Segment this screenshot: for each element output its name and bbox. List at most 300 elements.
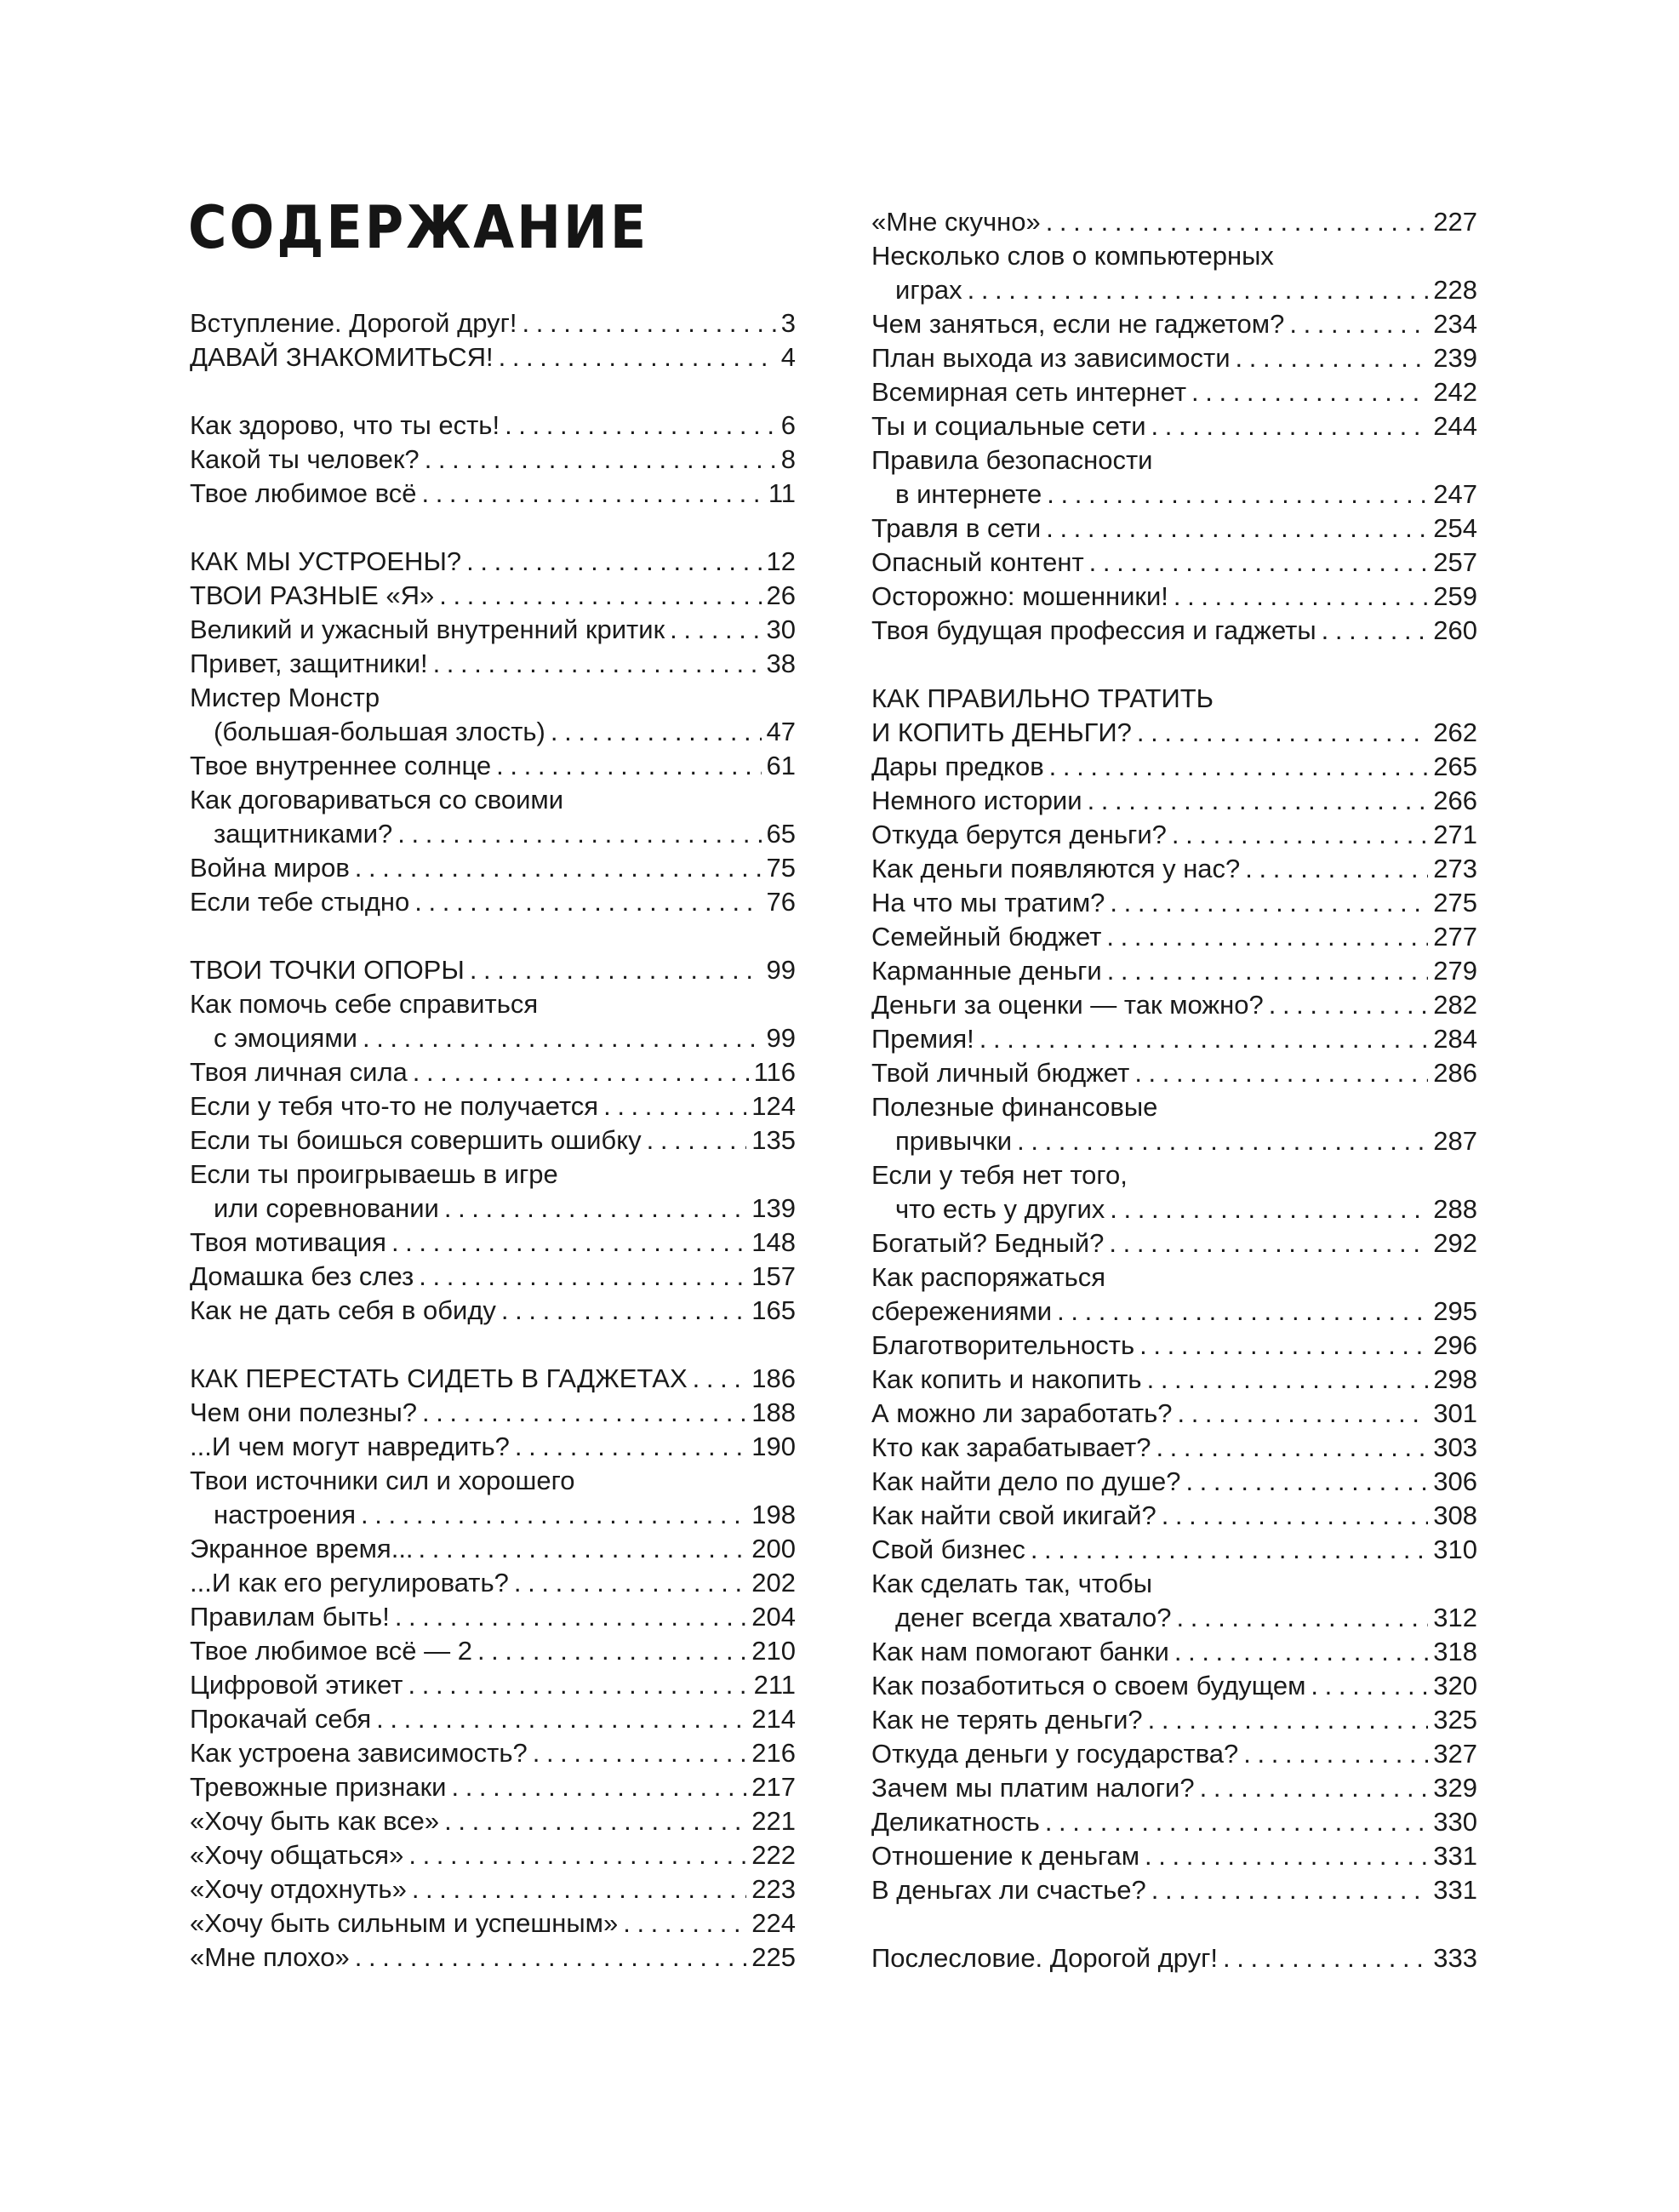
toc-entry-title: Как найти дело по душе? <box>871 1466 1181 1496</box>
toc-entry[interactable] <box>190 1872 796 1906</box>
dot-leader <box>1177 1397 1428 1431</box>
toc-entry-title: Мистер Монстр <box>190 683 380 712</box>
toc-entry[interactable] <box>190 1804 796 1838</box>
toc-entry-title: Семейный бюджет <box>871 922 1102 952</box>
dot-leader <box>1137 716 1428 750</box>
toc-entry-page: 3 <box>780 308 796 338</box>
toc-entry-title: Как не дать себя в обиду <box>190 1295 496 1325</box>
toc-entry-page: 217 <box>751 1772 796 1802</box>
toc-entry-page: 47 <box>766 717 796 746</box>
toc-entry-page: 266 <box>1433 786 1477 815</box>
toc-entry-page: 318 <box>1433 1637 1477 1666</box>
toc-entry-page: 242 <box>1433 377 1477 407</box>
dot-leader <box>361 1498 746 1532</box>
toc-entry-title: ...И чем могут навредить? <box>190 1432 510 1461</box>
toc-entry[interactable] <box>190 715 796 749</box>
toc-entry[interactable] <box>871 341 1477 375</box>
toc-entry-page: 38 <box>766 649 796 678</box>
toc-entry <box>190 783 796 817</box>
toc-entry-title: Ты и социальные сети <box>871 411 1146 441</box>
dot-leader <box>968 273 1429 307</box>
toc-entry-title: Как найти свой икигай? <box>871 1500 1156 1530</box>
toc-entry-page: 210 <box>751 1636 796 1666</box>
dot-leader <box>1177 1601 1429 1635</box>
toc-entry-page: 99 <box>766 955 796 985</box>
toc-entry-title: или соревновании <box>214 1193 439 1223</box>
toc-entry[interactable] <box>871 1295 1477 1329</box>
toc-entry-title: Карманные деньги <box>871 956 1102 986</box>
toc-entry <box>190 987 796 1021</box>
dot-leader <box>501 1294 746 1328</box>
toc-entry-page: 298 <box>1433 1364 1477 1394</box>
toc-entry-page: 157 <box>751 1261 796 1291</box>
toc-entry[interactable] <box>190 1294 796 1328</box>
dot-leader <box>1148 1703 1429 1737</box>
toc-entry[interactable] <box>871 1022 1477 1056</box>
toc-entry[interactable] <box>190 579 796 613</box>
dot-leader <box>466 545 761 579</box>
toc-entry[interactable] <box>871 1839 1477 1873</box>
toc-entry-title: Твоя личная сила <box>190 1057 408 1087</box>
toc-entry-page: 306 <box>1433 1466 1477 1496</box>
toc-entry[interactable] <box>871 954 1477 988</box>
toc-entry-title: ТВОИ ТОЧКИ ОПОРЫ <box>190 955 465 985</box>
toc-entry[interactable] <box>871 1363 1477 1397</box>
toc-entry-page: 292 <box>1433 1228 1477 1258</box>
toc-entry-page: 4 <box>780 342 796 372</box>
toc-group <box>190 1362 796 1975</box>
toc-entry-page: 331 <box>1433 1875 1477 1905</box>
toc-entry[interactable] <box>190 1566 796 1600</box>
dot-leader <box>376 1702 746 1736</box>
toc-entry-title: играх <box>895 275 962 305</box>
dot-leader <box>1046 512 1428 546</box>
toc-entry-title: настроения <box>214 1500 357 1529</box>
toc-entry-title: Всемирная сеть интернет <box>871 377 1187 407</box>
toc-entry-title: Твое внутреннее солнце <box>190 751 492 780</box>
toc-entry-title: Тревожные признаки <box>190 1772 447 1802</box>
toc-entry[interactable] <box>871 273 1477 307</box>
toc-entry-title: денег всегда хватало? <box>895 1603 1172 1632</box>
dot-leader <box>408 1668 749 1702</box>
toc-entry-page: 99 <box>766 1023 796 1053</box>
toc-entry[interactable] <box>190 851 796 885</box>
toc-entry[interactable] <box>190 1089 796 1123</box>
toc-group <box>190 409 796 511</box>
toc-entry-page: 273 <box>1433 854 1477 883</box>
toc-entry-page: 329 <box>1433 1773 1477 1803</box>
toc-entry[interactable] <box>871 1124 1477 1158</box>
toc-entry[interactable] <box>871 512 1477 546</box>
dot-leader <box>419 1532 747 1566</box>
toc-entry-title: Несколько слов о компьютерных <box>871 241 1274 271</box>
toc-entry-page: 188 <box>751 1398 796 1427</box>
toc-entry-title: Как деньги появляются у нас? <box>871 854 1241 883</box>
toc-entry[interactable] <box>190 1396 796 1430</box>
dot-leader <box>1045 1805 1428 1839</box>
toc-entry-page: 224 <box>751 1908 796 1938</box>
toc-entry-title: Твой личный бюджет <box>871 1058 1130 1088</box>
toc-entry[interactable] <box>871 1635 1477 1669</box>
toc-entry-title: Твоя мотивация <box>190 1227 386 1257</box>
toc-entry-page: 257 <box>1433 547 1477 577</box>
toc-entry-page: 284 <box>1433 1024 1477 1054</box>
toc-entry-title: (большая-большая злость) <box>214 717 545 746</box>
toc-entry <box>871 1090 1477 1124</box>
dot-leader <box>647 1123 747 1157</box>
dot-leader <box>1156 1431 1428 1465</box>
toc-entry-page: 200 <box>751 1534 796 1563</box>
dot-leader <box>499 340 776 374</box>
dot-leader <box>1088 784 1429 818</box>
toc-entry-title: План выхода из зависимости <box>871 343 1231 373</box>
toc-entry[interactable] <box>871 920 1477 954</box>
dot-leader <box>1106 920 1428 954</box>
toc-entry[interactable] <box>190 1600 796 1634</box>
dot-leader <box>444 1192 746 1226</box>
toc-entry[interactable] <box>871 614 1477 648</box>
dot-leader <box>408 1838 746 1872</box>
toc-entry-title: Если ты боишься совершить ошибку <box>190 1125 642 1155</box>
toc-entry-page: 330 <box>1433 1807 1477 1837</box>
toc-entry <box>871 443 1477 477</box>
toc-entry-title: Откуда деньги у государства? <box>871 1739 1239 1769</box>
toc-entry[interactable] <box>871 750 1477 784</box>
toc-entry-page: 148 <box>751 1227 796 1257</box>
toc-entry-page: 234 <box>1433 309 1477 339</box>
toc-entry-title: «Мне плохо» <box>190 1942 350 1972</box>
toc-entry-title: Правила безопасности <box>871 445 1153 475</box>
toc-entry[interactable] <box>190 1055 796 1089</box>
toc-entry-title: ТВОИ РАЗНЫЕ «Я» <box>190 580 435 610</box>
toc-entry-title: Зачем мы платим налоги? <box>871 1773 1195 1803</box>
toc-entry[interactable] <box>871 375 1477 409</box>
toc-entry-page: 139 <box>751 1193 796 1223</box>
dot-leader <box>412 1872 746 1906</box>
dot-leader <box>1046 205 1429 239</box>
toc-entry-title: Домашка без слез <box>190 1261 414 1291</box>
dot-leader <box>1110 1192 1428 1226</box>
toc-entry-title: Богатый? Бедный? <box>871 1228 1105 1258</box>
toc-entry-title: Как помочь себе справиться <box>190 989 539 1019</box>
dot-leader <box>979 1022 1428 1056</box>
toc-entry[interactable] <box>190 1021 796 1055</box>
toc-entry-title: Немного истории <box>871 786 1082 815</box>
toc-right-column <box>871 205 1477 1975</box>
toc-entry[interactable] <box>190 1634 796 1668</box>
toc-entry-title: Как договариваться со своими <box>190 785 564 814</box>
dot-leader <box>1047 477 1428 512</box>
toc-entry[interactable] <box>871 1873 1477 1907</box>
toc-entry <box>871 1158 1477 1192</box>
toc-entry[interactable] <box>190 409 796 443</box>
dot-leader <box>1185 1465 1428 1499</box>
dot-leader <box>1017 1124 1428 1158</box>
dot-leader <box>1174 580 1428 614</box>
toc-entry <box>871 1260 1477 1295</box>
toc-entry-page: 135 <box>751 1125 796 1155</box>
toc-entry-title: сбережениями <box>871 1296 1053 1326</box>
toc-entry-title: «Хочу быть сильным и успешным» <box>190 1908 619 1938</box>
dot-leader <box>1243 1737 1428 1771</box>
toc-entry-page: 331 <box>1433 1841 1477 1871</box>
toc-entry-title: ДАВАЙ ЗНАКОМИТЬСЯ! <box>190 342 494 372</box>
toc-entry[interactable] <box>190 817 796 851</box>
toc-entry[interactable] <box>190 1770 796 1804</box>
toc-entry-title: Травля в сети <box>871 513 1042 543</box>
toc-entry-page: 312 <box>1433 1603 1477 1632</box>
toc-entry-page: 275 <box>1433 888 1477 917</box>
toc-entry[interactable] <box>871 716 1477 750</box>
toc-entry[interactable] <box>871 1669 1477 1703</box>
toc-entry-title: Если у тебя нет того, <box>871 1160 1128 1190</box>
toc-entry-title: ...И как его регулировать? <box>190 1568 509 1598</box>
toc-entry[interactable] <box>871 1771 1477 1805</box>
toc-entry-page: 190 <box>751 1432 796 1461</box>
toc-entry[interactable] <box>871 1329 1477 1363</box>
dot-leader <box>433 647 762 681</box>
toc-entry[interactable] <box>871 1056 1477 1090</box>
toc-entry-title: что есть у других <box>895 1194 1105 1224</box>
toc-entry-title: Как копить и накопить <box>871 1364 1142 1394</box>
toc-entry[interactable] <box>871 818 1477 852</box>
toc-entry-title: Твое любимое всё <box>190 478 417 508</box>
dot-leader <box>1311 1669 1428 1703</box>
toc-entry-title: Деликатность <box>871 1807 1040 1837</box>
toc-entry-page: 282 <box>1433 990 1477 1020</box>
toc-entry-page: 11 <box>768 478 796 508</box>
toc-entry[interactable] <box>871 1601 1477 1635</box>
dot-leader <box>514 1566 746 1600</box>
dot-leader <box>419 1260 746 1294</box>
toc-entry-page: 333 <box>1433 1943 1477 1973</box>
toc-entry-page: 296 <box>1433 1330 1477 1360</box>
toc-entry[interactable] <box>871 546 1477 580</box>
toc-entry[interactable] <box>871 580 1477 614</box>
toc-entry-page: 186 <box>751 1363 796 1393</box>
toc-entry-title: На что мы тратим? <box>871 888 1105 917</box>
toc-entry[interactable] <box>190 1260 796 1294</box>
dot-leader <box>363 1021 762 1055</box>
dot-leader <box>533 1736 747 1770</box>
toc-group <box>871 205 1477 648</box>
dot-leader <box>1174 1635 1428 1669</box>
toc-entry-page: 12 <box>766 546 796 576</box>
toc-entry-page: 262 <box>1433 717 1477 747</box>
toc-entry[interactable] <box>190 1906 796 1941</box>
toc-entry-title: Как здорово, что ты есть! <box>190 410 500 440</box>
dot-leader <box>1269 988 1429 1022</box>
toc-entry[interactable] <box>871 1192 1477 1226</box>
dot-leader <box>523 306 776 340</box>
toc-entry[interactable] <box>871 1703 1477 1737</box>
toc-entry-page: 165 <box>751 1295 796 1325</box>
toc-entry-page: 308 <box>1433 1500 1477 1530</box>
toc-entry-page: 271 <box>1433 820 1477 849</box>
toc-entry[interactable] <box>871 1226 1477 1260</box>
toc-entry-title: Война миров <box>190 853 350 883</box>
toc-entry[interactable] <box>871 205 1477 239</box>
dot-leader <box>1049 750 1429 784</box>
toc-entry-title: Как сделать так, чтобы <box>871 1569 1153 1598</box>
dot-leader <box>1151 1873 1429 1907</box>
toc-entry-title: Экранное время... <box>190 1534 414 1563</box>
dot-leader <box>451 1770 746 1804</box>
toc-entry[interactable] <box>871 784 1477 818</box>
toc-entry[interactable] <box>190 953 796 987</box>
toc-entry-title: Привет, защитники! <box>190 649 428 678</box>
toc-entry[interactable] <box>871 1397 1477 1431</box>
toc-entry[interactable] <box>190 1532 796 1566</box>
dot-leader <box>414 885 761 919</box>
toc-entry-page: 61 <box>766 751 796 780</box>
toc-entry-title: Как позаботиться о своем будущем <box>871 1671 1306 1700</box>
dot-leader <box>1162 1499 1429 1533</box>
toc-entry[interactable] <box>190 749 796 783</box>
toc-entry-title: Как не терять деньги? <box>871 1705 1143 1735</box>
toc-entry[interactable] <box>190 1736 796 1770</box>
toc-entry[interactable] <box>871 477 1477 512</box>
toc-entry-page: 202 <box>751 1568 796 1598</box>
toc-entry-page: 124 <box>751 1091 796 1121</box>
dot-leader <box>1322 614 1429 648</box>
toc-entry-page: 286 <box>1433 1058 1477 1088</box>
toc-entry-title: Отношение к деньгам <box>871 1841 1140 1871</box>
dot-leader <box>693 1362 747 1396</box>
toc-entry[interactable] <box>871 1465 1477 1499</box>
toc-entry-title: защитниками? <box>214 819 393 849</box>
dot-leader <box>477 1634 746 1668</box>
toc-entry[interactable] <box>190 1498 796 1532</box>
toc-entry[interactable] <box>190 340 796 374</box>
toc-entry[interactable] <box>190 1362 796 1396</box>
toc-entry-title: И КОПИТЬ ДЕНЬГИ? <box>871 717 1132 747</box>
toc-entry <box>871 1567 1477 1601</box>
toc-entry-page: 260 <box>1433 615 1477 645</box>
toc-entry[interactable] <box>190 1668 796 1702</box>
toc-entry[interactable] <box>190 477 796 511</box>
toc-entry <box>190 1464 796 1498</box>
dot-leader <box>1145 1839 1428 1873</box>
toc-entry-page: 216 <box>751 1738 796 1768</box>
toc-entry-title: Опасный контент <box>871 547 1084 577</box>
toc-entry[interactable] <box>190 885 796 919</box>
toc-entry[interactable] <box>190 443 796 477</box>
toc-entry[interactable] <box>190 1123 796 1157</box>
toc-entry[interactable] <box>190 1226 796 1260</box>
toc-entry-page: 211 <box>753 1670 796 1700</box>
toc-entry[interactable] <box>190 1430 796 1464</box>
toc-entry-title: Как устроена зависимость? <box>190 1738 528 1768</box>
dot-leader <box>397 817 761 851</box>
toc-entry[interactable] <box>871 307 1477 341</box>
page-title: СОДЕРЖАНИЕ <box>188 192 649 262</box>
toc-entry-title: Чем заняться, если не гаджетом? <box>871 309 1285 339</box>
toc-entry-page: 254 <box>1433 513 1477 543</box>
toc-entry-title: Если ты проигрываешь в игре <box>190 1159 558 1189</box>
toc-entry-title: Если тебе стыдно <box>190 887 410 917</box>
toc-entry <box>190 681 796 715</box>
toc-entry[interactable] <box>190 1838 796 1872</box>
dot-leader <box>1223 1941 1428 1975</box>
toc-entry-page: 6 <box>780 410 796 440</box>
toc-entry-page: 223 <box>751 1874 796 1904</box>
dot-leader <box>1110 886 1428 920</box>
toc-entry[interactable] <box>190 613 796 647</box>
dot-leader <box>1031 1533 1428 1567</box>
toc-group <box>871 1941 1477 1975</box>
dot-leader <box>603 1089 746 1123</box>
dot-leader <box>1089 546 1429 580</box>
toc-entry[interactable] <box>871 1431 1477 1465</box>
toc-entry-title: «Хочу быть как все» <box>190 1806 440 1836</box>
toc-entry-page: 320 <box>1433 1671 1477 1700</box>
toc-entry-title: КАК МЫ УСТРОЕНЫ? <box>190 546 462 576</box>
toc-entry[interactable] <box>190 1702 796 1736</box>
toc-group <box>190 306 796 374</box>
toc-entry[interactable] <box>871 1737 1477 1771</box>
toc-entry-page: 310 <box>1433 1535 1477 1564</box>
toc-entry[interactable] <box>871 1941 1477 1975</box>
toc-entry[interactable] <box>871 409 1477 443</box>
toc-entry-title: А можно ли заработать? <box>871 1398 1173 1428</box>
toc-entry-title: Какой ты человек? <box>190 444 420 474</box>
dot-leader <box>1245 852 1428 886</box>
toc-entry-page: 228 <box>1433 275 1477 305</box>
toc-entry-page: 204 <box>751 1602 796 1632</box>
dot-leader <box>439 579 761 613</box>
toc-entry-page: 244 <box>1433 411 1477 441</box>
toc-entry-title: Свой бизнес <box>871 1535 1025 1564</box>
toc-entry <box>190 1157 796 1192</box>
toc-entry[interactable] <box>190 647 796 681</box>
toc-entry-title: «Хочу отдохнуть» <box>190 1874 407 1904</box>
dot-leader <box>1147 1363 1429 1397</box>
toc-entry-title: Если у тебя что-то не получается <box>190 1091 599 1121</box>
toc-entry[interactable] <box>190 545 796 579</box>
toc-entry-page: 26 <box>766 580 796 610</box>
toc-entry-page: 277 <box>1433 922 1477 952</box>
toc-entry[interactable] <box>190 1192 796 1226</box>
dot-leader <box>395 1600 746 1634</box>
toc-entry-page: 301 <box>1433 1398 1477 1428</box>
dot-leader <box>1151 409 1429 443</box>
toc-entry-page: 116 <box>753 1057 796 1087</box>
dot-leader <box>422 1396 746 1430</box>
toc-entry[interactable] <box>871 1499 1477 1533</box>
toc-entry-title: Как распоряжаться <box>871 1262 1106 1292</box>
toc-entry-title: Твои источники сил и хорошего <box>190 1466 575 1495</box>
dot-leader <box>355 851 762 885</box>
toc-entry[interactable] <box>871 886 1477 920</box>
toc-entry-title: Чем они полезны? <box>190 1398 417 1427</box>
toc-entry-title: Как нам помогают банки <box>871 1637 1169 1666</box>
toc-entry-page: 295 <box>1433 1296 1477 1326</box>
toc-entry[interactable] <box>871 1805 1477 1839</box>
toc-entry[interactable] <box>871 1533 1477 1567</box>
toc-entry[interactable] <box>190 1941 796 1975</box>
dot-leader <box>1139 1329 1428 1363</box>
toc-entry-title: Твое любимое всё — 2 <box>190 1636 472 1666</box>
dot-leader <box>425 443 776 477</box>
toc-entry-title: «Хочу общаться» <box>190 1840 404 1870</box>
dot-leader <box>470 953 762 987</box>
toc-entry-page: 221 <box>751 1806 796 1836</box>
toc-entry-title: Откуда берутся деньги? <box>871 820 1167 849</box>
toc-entry[interactable] <box>190 306 796 340</box>
toc-entry[interactable] <box>871 852 1477 886</box>
toc-entry[interactable] <box>871 988 1477 1022</box>
